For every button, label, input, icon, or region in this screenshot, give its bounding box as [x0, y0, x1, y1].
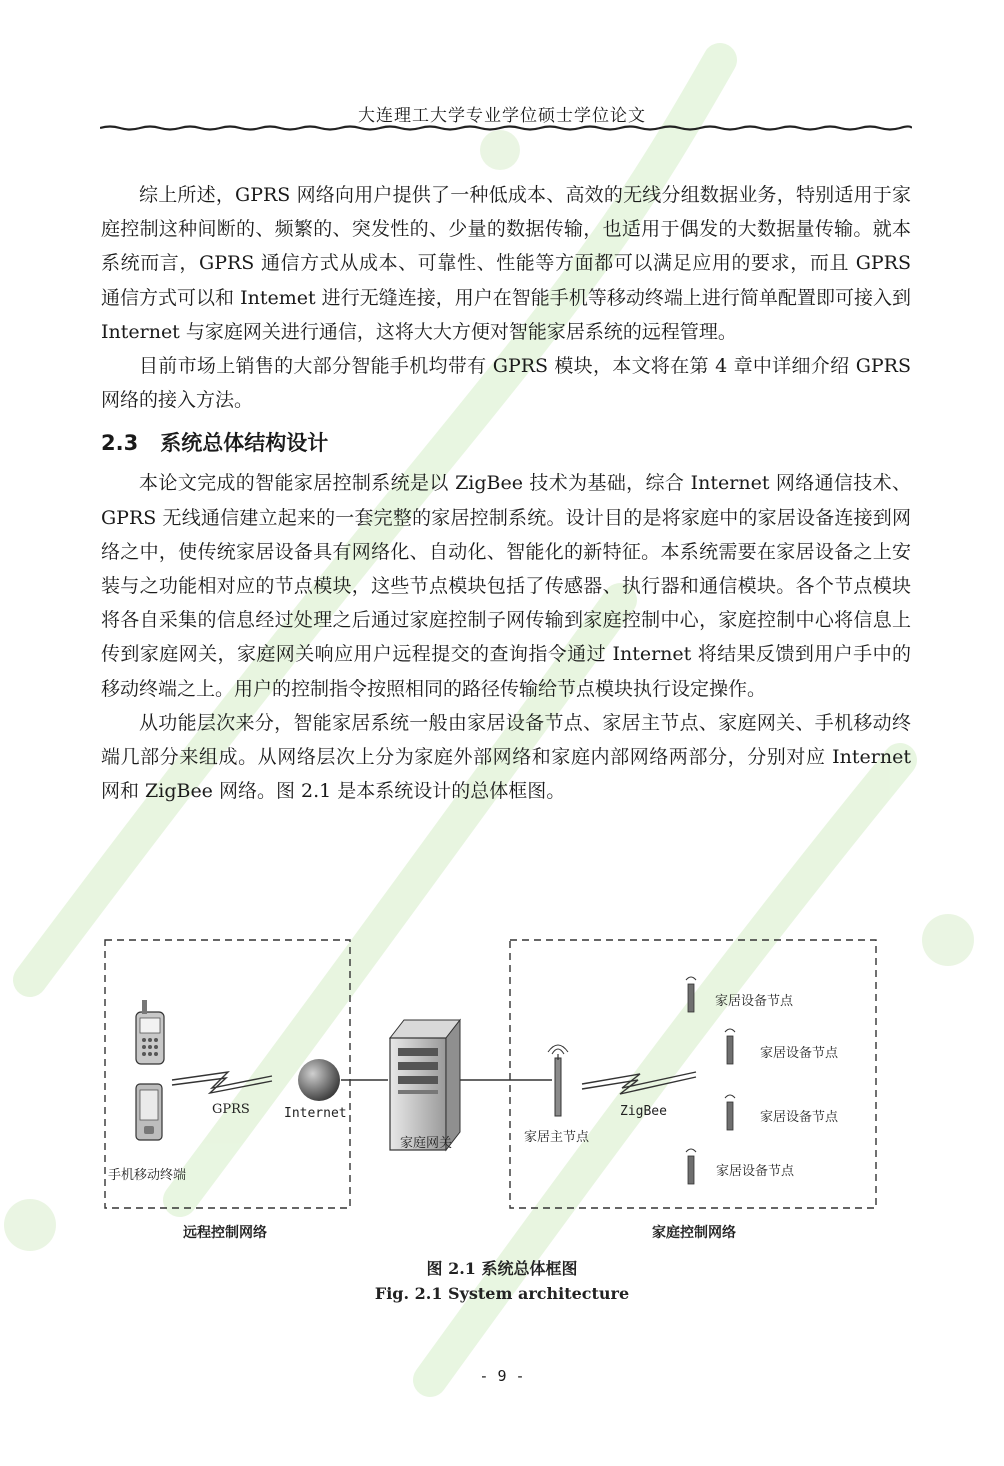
paragraph-gprs-module: 目前市场上销售的大部分智能手机均带有 GPRS 模块，本文将在第 4 章中详细介绍 GPRS 网络的接入方法。 — [101, 355, 911, 412]
body-text — [101, 178, 911, 808]
architecture-diagram — [100, 936, 912, 1256]
page-number: - 9 - — [479, 1367, 525, 1385]
device-node-antenna-icon-1 — [686, 977, 696, 1012]
label-home-gateway: 家庭网关 — [400, 1136, 453, 1151]
section-title: 系统总体结构设计 — [160, 431, 329, 456]
label-device-node-4: 家居设备节点 — [716, 1164, 795, 1179]
label-gprs: GPRS — [212, 1102, 250, 1117]
label-home-network: 家庭控制网络 — [652, 1225, 736, 1241]
label-internet: Internet — [284, 1106, 347, 1121]
label-device-node-2: 家居设备节点 — [760, 1046, 839, 1061]
section-heading — [101, 426, 911, 460]
gprs-link-icon — [172, 1072, 272, 1088]
running-header: 大连理工大学专业学位硕士学位论文 — [358, 106, 646, 126]
label-zigbee: ZigBee — [620, 1104, 667, 1119]
label-remote-network: 远程控制网络 — [183, 1225, 267, 1241]
device-node-antenna-icon-4 — [686, 1149, 696, 1184]
label-device-node-3: 家居设备节点 — [760, 1110, 839, 1125]
figure-system-architecture — [100, 936, 912, 1256]
paragraph-function-layers: 从功能层次来分，智能家居系统一般由家居设备节点、家居主节点、家庭网关、手机移动终端几部分来组成。从网络层次上分为家庭外部网络和家庭内部网络两部分，分别对应 Internet 网和 ZigBee 网络。图 2.1 是本系统设计的总体框图。 — [101, 711, 911, 803]
figure-caption-en: Fig. 2.1 System architecture — [374, 1284, 630, 1303]
figure-caption-cn: 图 2.1 系统总体框图 — [426, 1259, 578, 1278]
section-number: 2.3 — [101, 431, 139, 456]
label-main-node: 家居主节点 — [524, 1130, 590, 1145]
paragraph-system-design: 本论文完成的智能家居控制系统是以 ZigBee 技术为基础，综合 Internet 网络通信技术、GPRS 无线通信建立起来的一套完整的家居控制系统。设计目的是将家庭中的家居设备连接到网络之中，使传统家居设备具有网络化、自动化、智能化的新特征。本系统需要在家居设备之上安装与之功能相对应的节点模块，这些节点模块包括了传感器、执行器和通信模块。各个节点模块将各自采集的信息经过处理之后通过家庭控制子网传输到家庭控制中心，家庭控制中心将信息上传到家庭网关，家庭网关响应用户远程提交的查询指令通过 Internet 将结果反馈到用户手中的移动终端之上。用户的控制指令按照相同的路径传输给节点模块执行设定操作。 — [101, 472, 911, 700]
paragraph-summary: 综上所述，GPRS 网络向用户提供了一种低成本、高效的无线分组数据业务，特别适用于家庭控制这种间断的、频繁的、突发性的、少量的数据传输，也适用于偶发的大数据量传输。就本系统而言，GPRS 通信方式从成本、可靠性、性能等方面都可以满足应用的要求，而且 GPRS 通信方式可以和 Intemet 进行无缝连接，用户在智能手机等移动终端上进行简单配置即可接入到 Internet 与家庭网关进行通信，这将大大方便对智能家居系统的远程管理。 — [101, 184, 911, 343]
header-rule — [100, 124, 912, 132]
device-node-antenna-icon-3 — [725, 1095, 735, 1130]
label-device-node-1: 家居设备节点 — [715, 994, 794, 1009]
label-mobile-terminal: 手机移动终端 — [108, 1168, 187, 1183]
pda-icon — [136, 1084, 162, 1140]
device-node-antenna-icon-2 — [725, 1029, 735, 1064]
mobile-phone-icon — [136, 1000, 164, 1064]
internet-globe-icon — [298, 1059, 340, 1101]
home-gateway-server-icon — [390, 1020, 460, 1150]
